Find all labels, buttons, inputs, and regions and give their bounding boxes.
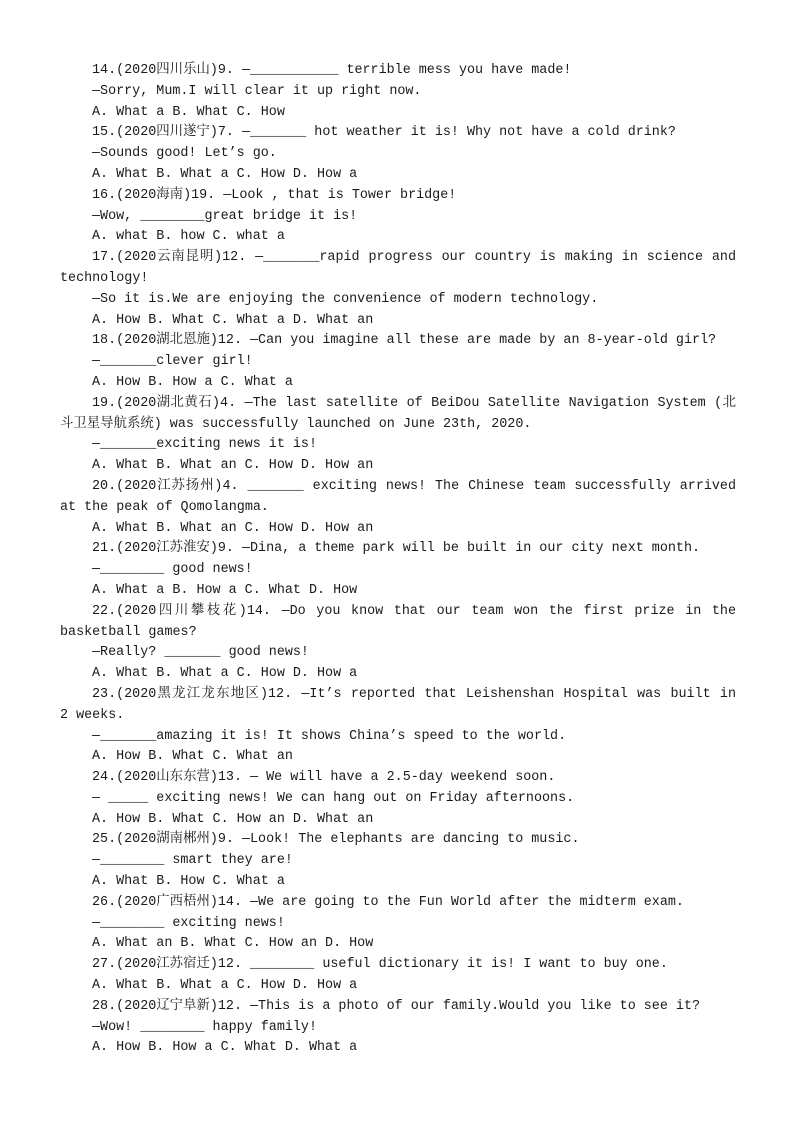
text-line: —Wow! ________ happy family! xyxy=(92,1019,317,1035)
text-line: technology! xyxy=(60,270,149,286)
text-line: A. What a B. How a C. What D. How xyxy=(92,582,358,598)
text-line: 15.(2020四川遂宁)7. —_______ hot weather it is! Why not have a cold drink? xyxy=(92,125,676,141)
text-line: A. What B. How C. What a xyxy=(92,874,285,890)
text-line: —Wow, ________great bridge it is! xyxy=(92,208,358,224)
text-line: —_______exciting news it is! xyxy=(92,437,317,453)
text-line: 27.(2020江苏宿迁)12. ________ useful dictionary it is! I want to buy one. xyxy=(92,957,668,973)
text-line: —_______clever girl! xyxy=(92,354,253,370)
text-line: A. How B. What C. How an D. What an xyxy=(92,811,374,827)
text-line: A. What a B. What C. How xyxy=(92,104,285,120)
text-line: —So it is.We are enjoying the convenience of modern technology. xyxy=(92,291,599,307)
text-line: —________ exciting news! xyxy=(92,915,285,931)
text-line: A. How B. How a C. What D. What a xyxy=(92,1040,358,1056)
text-line: A. How B. How a C. What a xyxy=(92,374,293,390)
text-line: —Sorry, Mum.I will clear it up right now. xyxy=(92,83,422,99)
text-line: A. How B. What C. What an xyxy=(92,749,293,765)
text-line: 24.(2020山东东营)13. — We will have a 2.5-day weekend soon. xyxy=(92,770,556,786)
text-line: —________ smart they are! xyxy=(92,853,293,869)
text-line: 20.(2020江苏扬州)4. _______ exciting news! The Chinese team successfully arrived xyxy=(92,478,736,494)
text-line: 17.(2020云南昆明)12. —_______rapid progress our country is making in science and xyxy=(92,250,736,266)
text-line: 14.(2020四川乐山)9. —___________ terrible mess you have made! xyxy=(92,63,572,78)
text-line: 18.(2020湖北恩施)12. —Can you imagine all these are made by an 8-year-old girl? xyxy=(92,333,717,349)
text-line: 22.(2020四川攀枝花)14. —Do you know that our team won the first prize in the xyxy=(92,603,736,619)
text-line: 23.(2020黑龙江龙东地区)12. —It’s reported that Leishenshan Hospital was built in xyxy=(92,686,736,702)
text-line: A. What B. What an C. How D. How an xyxy=(92,520,374,536)
text-line: —Really? _______ good news! xyxy=(92,645,309,661)
text-line: —________ good news! xyxy=(92,562,253,578)
text-line: 28.(2020辽宁阜新)12. —This is a photo of our family.Would you like to see it? xyxy=(92,998,701,1014)
text-line: —Sounds good! Let’s go. xyxy=(92,146,277,162)
text-line: 25.(2020湖南郴州)9. —Look! The elephants are dancing to music. xyxy=(92,832,580,848)
text-line: A. What an B. What C. How an D. How xyxy=(92,936,374,952)
text-line: A. what B. how C. what a xyxy=(92,229,285,245)
text-line: 19.(2020湖北黄石)4. —The last satellite of BeiDou Satellite Navigation System (北 xyxy=(92,395,736,411)
document-page xyxy=(60,61,736,1059)
text-line: A. What B. What a C. How D. How a xyxy=(92,166,358,182)
text-line: 斗卫星导航系统) was successfully launched on June 23th, 2020. xyxy=(60,416,532,432)
text-line: —_______amazing it is! It shows China’s speed to the world. xyxy=(92,728,567,744)
text-line: at the peak of Qomolangma. xyxy=(60,499,269,515)
text-line: 26.(2020广西梧州)14. —We are going to the Fun World after the midterm exam. xyxy=(92,894,684,910)
text-line: 16.(2020海南)19. —Look , that is Tower bridge! xyxy=(92,187,457,203)
text-line: A. What B. What an C. How D. How an xyxy=(92,458,374,474)
text-line: — _____ exciting news! We can hang out on Friday afternoons. xyxy=(92,790,575,806)
text-line: basketball games? xyxy=(60,624,197,640)
text-line: 2 weeks. xyxy=(60,707,125,723)
text-line: A. What B. What a C. How D. How a xyxy=(92,978,358,994)
text-line: A. How B. What C. What a D. What an xyxy=(92,312,374,328)
text-line: A. What B. What a C. How D. How a xyxy=(92,666,358,682)
text-line: 21.(2020江苏淮安)9. —Dina, a theme park will be built in our city next month. xyxy=(92,541,701,557)
